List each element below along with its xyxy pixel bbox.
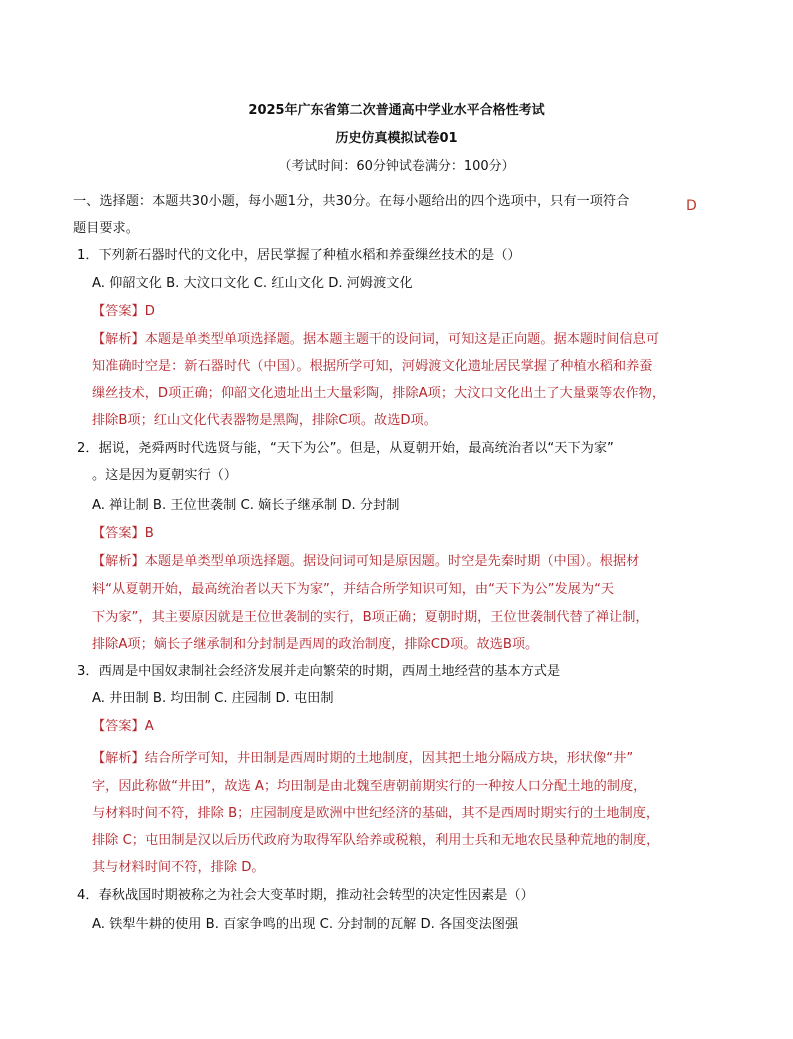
q3-analysis-line: 字，因此称做“井田”，故选 A；均田制是由北魏至唐朝前期实行的一种按人口分配土地的制度， <box>92 779 647 794</box>
section-instructions-line2: 题目要求。 <box>73 221 139 236</box>
q4-options: A. 铁犁牛耕的使用 B. 百家争鸣的出现 C. 分封制的瓦解 D. 各国变法图强 <box>92 917 519 932</box>
q2-stem-line1: 2．据说，尧舜两时代选贤与能，“天下为公”。但是，从夏朝开始，最高统治者以“天下为家” <box>77 441 614 456</box>
q2-analysis-line: 排除A项；嫡长子继承制和分封制是西周的政治制度，排除CD项。故选B项。 <box>92 637 539 652</box>
q2-options: A. 禅让制 B. 王位世袭制 C. 嫡长子继承制 D. 分封制 <box>92 498 400 513</box>
exam-info: （考试时间：60分钟试卷满分：100分） <box>278 159 515 174</box>
q2-analysis-line: 料“从夏朝开始，最高统治者以天下为家”，并结合所学知识可知，由“天下为公”发展为“天 <box>92 582 615 597</box>
q3-answer: 【答案】A <box>92 719 154 734</box>
q1-analysis-line: 【解析】本题是单类型单项选择题。据本题主题干的设问词，可知这是正向题。据本题时间信息可 <box>92 332 660 347</box>
q3-analysis-line: 【解析】结合所学可知，井田制是西周时期的土地制度，因其把土地分隔成方块，形状像“井” <box>92 751 634 766</box>
q1-options: A. 仰韶文化 B. 大汶口文化 C. 红山文化 D. 河姆渡文化 <box>92 276 413 291</box>
exam-subtitle: 历史仿真模拟试卷01 <box>335 131 458 146</box>
q1-answer: 【答案】D <box>92 304 155 319</box>
q1-analysis-line: 缫丝技术，D项正确；仰韶文化遗址出土大量彩陶，排除A项；大汶口文化出土了大量粟等农作物， <box>92 386 666 401</box>
margin-marker: D <box>686 198 697 214</box>
section-instructions-line1: 一、选择题：本题共30小题，每小题1分，共30分。在每小题给出的四个选项中，只有一项符合 <box>73 194 630 209</box>
q3-analysis-line: 其与材料时间不符，排除 D。 <box>92 860 265 875</box>
q1-analysis-line: 排除B项；红山文化代表器物是黑陶，排除C项。故选D项。 <box>92 413 437 428</box>
q3-options: A. 井田制 B. 均田制 C. 庄园制 D. 屯田制 <box>92 691 334 706</box>
q1-stem: 1．下列新石器时代的文化中，居民掌握了种植水稻和养蚕缫丝技术的是（） <box>77 248 521 263</box>
q2-analysis-line: 【解析】本题是单类型单项选择题。据设问词可知是原因题。时空是先秦时期（中国）。根据材 <box>92 554 640 569</box>
q2-stem-line2: 。这是因为夏朝实行（） <box>92 468 238 483</box>
q3-stem: 3．西周是中国奴隶制社会经济发展并走向繁荣的时期，西周土地经营的基本方式是 <box>77 664 561 679</box>
exam-title: 2025年广东省第二次普通高中学业水平合格性考试 <box>248 103 545 118</box>
q3-analysis-line: 与材料时间不符，排除 B；庄园制度是欧洲中世纪经济的基础，其不是西周时期实行的土地制度， <box>92 806 660 821</box>
q2-analysis-line: 下为家”，其主要原因就是王位世袭制的实行，B项正确；夏朝时期，王位世袭制代替了禅让制， <box>92 610 649 625</box>
q4-stem: 4．春秋战国时期被称之为社会大变革时期，推动社会转型的决定性因素是（） <box>77 888 534 903</box>
q1-analysis-line: 知准确时空是：新石器时代（中国）。根据所学可知，河姆渡文化遗址居民掌握了种植水稻和养蚕 <box>92 359 653 374</box>
q2-answer: 【答案】B <box>92 526 154 541</box>
q3-analysis-line: 排除 C；屯田制是汉以后历代政府为取得军队给养或税粮，利用士兵和无地农民垦种荒地的制度， <box>92 833 660 848</box>
